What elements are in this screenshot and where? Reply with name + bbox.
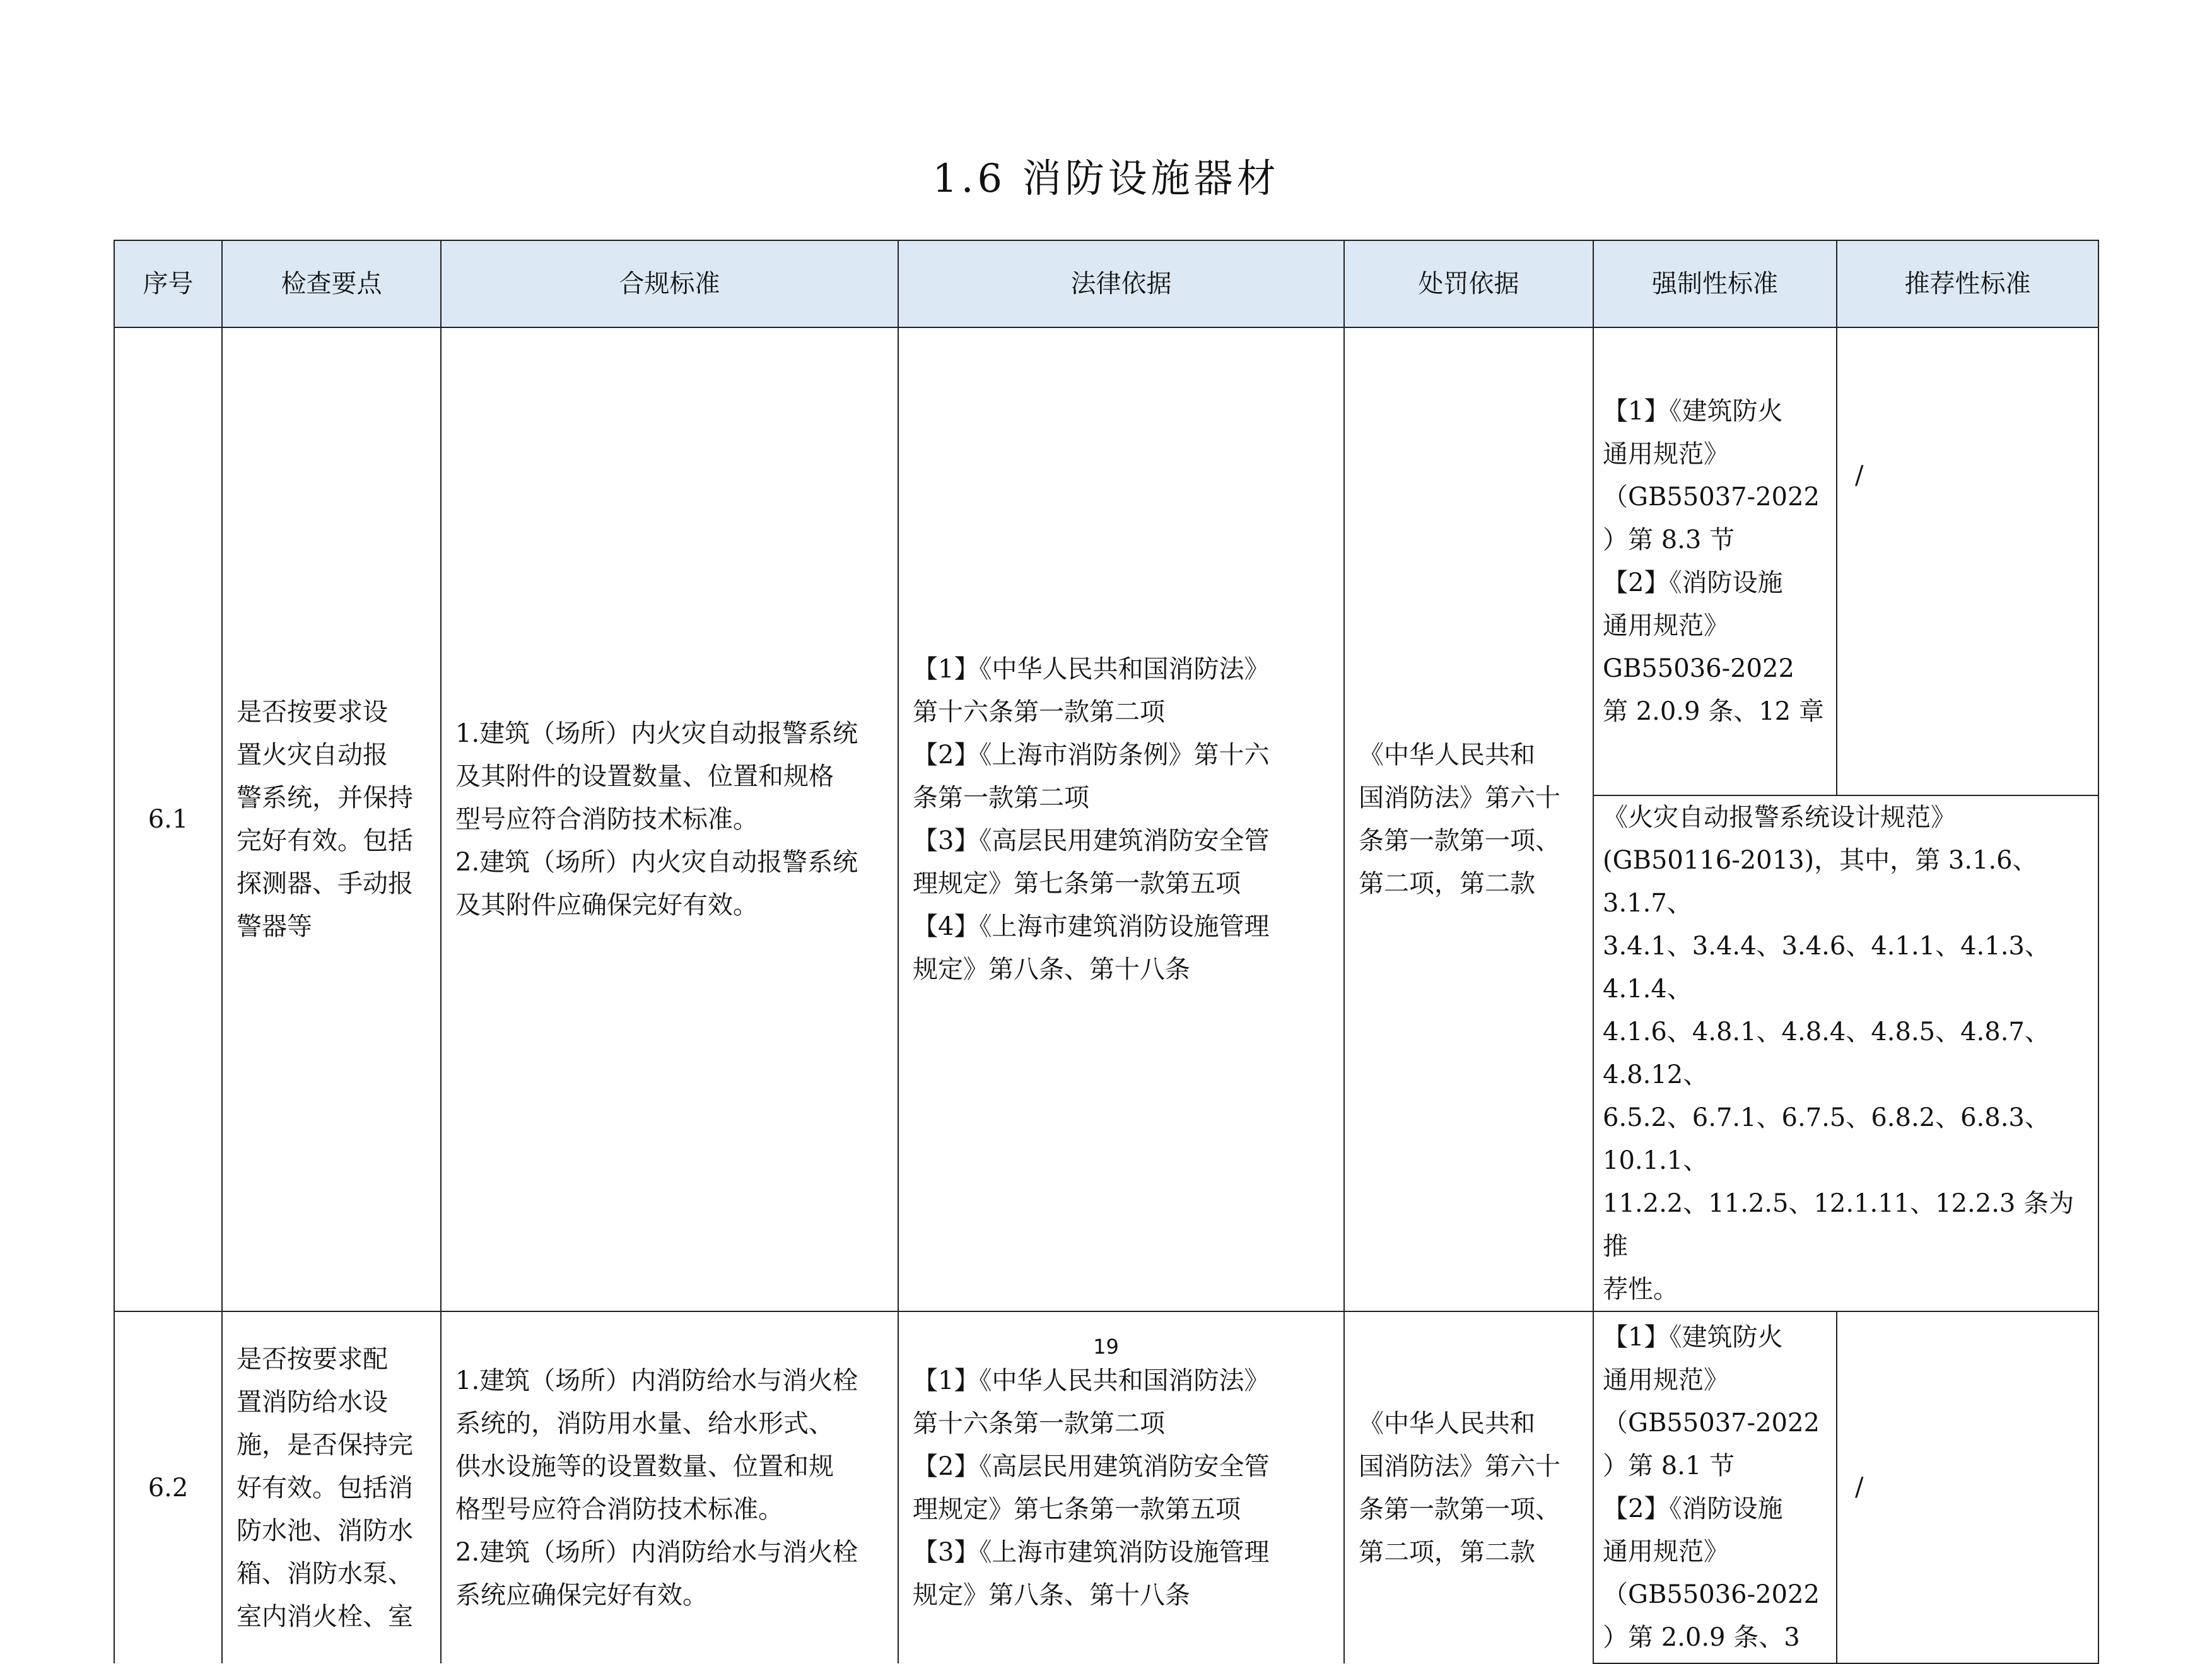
recommended-standard-note-cell: 《火灾自动报警系统设计规范》 (GB50116-2013)，其中，第 3.1.6、3.1.7、 3.4.1、3.4.4、3.4.6、4.1.1、4.1.3、4.1.4、 4.1.6、4.8.1、4.8.4、4.8.5、4.8.7、4.8.12、 6.5.2、6.7.1、6.7.5、6.8.2、6.8.3、10.1.1、 11.2.2、11.2.5、12.1.11、12.2.3 条为推 荐性。 bbox=[1593, 795, 2098, 1311]
table-row bbox=[114, 327, 2098, 795]
recommended-standard-cell: / bbox=[1837, 327, 2098, 795]
mandatory-standard-cell: 【1】《建筑防火 通用规范》 （GB55037-2022 ）第 8.3 节 【2】《消防设施 通用规范》 GB55036-2022 第 2.0.9 条、12 章 bbox=[1593, 327, 1837, 795]
row-number: 6.2 bbox=[114, 1311, 222, 1663]
legal-basis-cell: 【1】《中华人民共和国消防法》 第十六条第一款第二项 【2】《高层民用建筑消防安全管 理规定》第七条第一款第五项 【3】《上海市建筑消防设施管理 规定》第八条、第十八条 bbox=[898, 1311, 1344, 1663]
row-number: 6.1 bbox=[114, 327, 222, 1311]
check-point-cell: 是否按要求配 置消防给水设 施，是否保持完 好有效。包括消 防水池、消防水 箱、消防水泵、 室内消火栓、室 bbox=[222, 1311, 441, 1663]
legal-basis-cell: 【1】《中华人民共和国消防法》 第十六条第一款第二项 【2】《上海市消防条例》第十六 条第一款第二项 【3】《高层民用建筑消防安全管 理规定》第七条第一款第五项 【4】《上海市建筑消防设施管理 规定》第八条、第十八条 bbox=[898, 327, 1344, 1311]
compliance-standard-cell: 1.建筑（场所）内消防给水与消火栓 系统的，消防用水量、给水形式、 供水设施等的设置数量、位置和规 格型号应符合消防技术标准。 2.建筑（场所）内消防给水与消火栓 系统应确保完好有效。 bbox=[441, 1311, 898, 1663]
header-cell-recommended: 推荐性标准 bbox=[1837, 240, 2098, 327]
check-point-cell: 是否按要求设 置火灾自动报 警系统，并保持 完好有效。包括 探测器、手动报 警器等 bbox=[222, 327, 441, 1311]
page-title: 1.6 消防设施器材 bbox=[932, 155, 1280, 201]
table-row bbox=[114, 1311, 2098, 1663]
page-number: 19 bbox=[1093, 1335, 1119, 1359]
header-cell-compliance: 合规标准 bbox=[441, 240, 898, 327]
mandatory-standard-cell: 【1】《建筑防火 通用规范》 （GB55037-2022 ）第 8.1 节 【2】《消防设施 通用规范》 （GB55036-2022 ）第 2.0.9 条、3 bbox=[1593, 1311, 1837, 1663]
table-header-row bbox=[114, 240, 2098, 327]
compliance-standard-cell: 1.建筑（场所）内火灾自动报警系统 及其附件的设置数量、位置和规格 型号应符合消防技术标准。 2.建筑（场所）内火灾自动报警系统 及其附件应确保完好有效。 bbox=[441, 327, 898, 1311]
inspection-table bbox=[114, 240, 2099, 1664]
header-cell-mandatory: 强制性标准 bbox=[1593, 240, 1837, 327]
penalty-basis-cell: 《中华人民共和 国消防法》第六十 条第一款第一项、 第二项，第二款 bbox=[1344, 327, 1593, 1311]
header-cell-no: 序号 bbox=[114, 240, 222, 327]
header-cell-penalty-basis: 处罚依据 bbox=[1344, 240, 1593, 327]
header-cell-check-point: 检查要点 bbox=[222, 240, 441, 327]
recommended-standard-cell: / bbox=[1837, 1311, 2098, 1663]
penalty-basis-cell: 《中华人民共和 国消防法》第六十 条第一款第一项、 第二项，第二款 bbox=[1344, 1311, 1593, 1663]
header-cell-legal-basis: 法律依据 bbox=[898, 240, 1344, 327]
